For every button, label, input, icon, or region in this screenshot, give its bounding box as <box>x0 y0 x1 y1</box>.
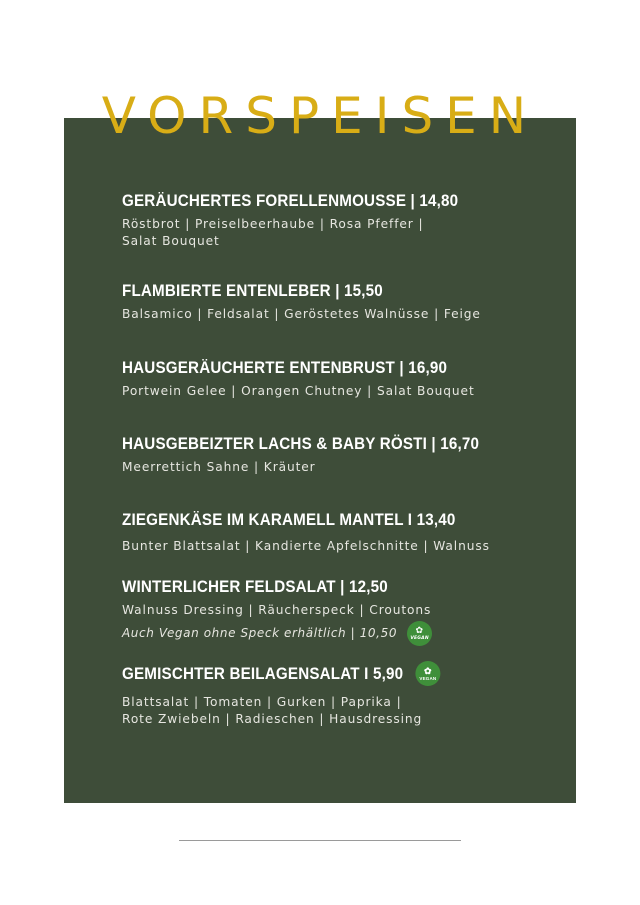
menu-item-title <box>122 661 508 686</box>
menu-item-title: HAUSGERÄUCHERTE ENTENBRUST | 16,90 <box>122 359 448 377</box>
menu-item-title: WINTERLICHER FELDSALAT | 12,50 <box>122 578 388 596</box>
menu-item-description <box>122 459 542 476</box>
menu-item-title: HAUSGEBEIZTER LACHS & BABY RÖSTI | 16,70 <box>122 435 480 453</box>
vegan-badge <box>415 661 440 686</box>
description-line: Bunter Blattsalat | Kandierte Apfelschnitte | Walnuss <box>122 539 490 553</box>
menu-item-lachs <box>122 433 542 476</box>
vegan-badge-label: VEGAN <box>410 635 429 641</box>
menu-item-entenbrust <box>122 357 542 400</box>
menu-item-description <box>122 216 542 250</box>
menu-item-description <box>122 538 542 555</box>
menu-item-title-text: GEMISCHTER BEILAGENSALAT I 5,90 <box>122 664 404 683</box>
menu-item-entenleber <box>122 280 542 323</box>
leaf-icon: ✿ <box>423 665 432 676</box>
menu-item-title: GERÄUCHERTES FORELLENMOUSSE | 14,80 <box>122 192 459 210</box>
description-line: Salat Bouquet <box>122 234 220 248</box>
menu-item-note <box>122 621 542 646</box>
vegan-badge-label: VEGAN <box>419 675 437 681</box>
menu-item-forellenmousse <box>122 190 542 250</box>
menu-item-title: ZIEGENKÄSE IM KARAMELL MANTEL I 13,40 <box>122 511 456 529</box>
leaf-icon: ✿ <box>415 625 424 636</box>
menu-item-description <box>122 694 542 728</box>
menu-item-description <box>122 602 542 619</box>
menu-item-feldsalat <box>122 576 542 646</box>
menu-item-title: FLAMBIERTE ENTENLEBER | 15,50 <box>122 282 383 300</box>
description-line: Walnuss Dressing | Räucherspeck | Croutons <box>122 603 432 617</box>
description-line: Balsamico | Feldsalat | Geröstetes Walnüsse | Feige <box>122 307 481 321</box>
menu-item-description <box>122 306 542 323</box>
menu-item-description <box>122 383 542 400</box>
description-line: Blattsalat | Tomaten | Gurken | Paprika | <box>122 695 402 709</box>
menu-heading: VORSPEISEN <box>101 87 539 145</box>
vegan-note-text: Auch Vegan ohne Speck erhältlich | 10,50 <box>122 626 398 640</box>
description-line: Portwein Gelee | Orangen Chutney | Salat Bouquet <box>122 384 475 398</box>
description-line: Röstbrot | Preiselbeerhaube | Rosa Pfeffer | <box>122 217 424 231</box>
menu-item-ziegenkaese <box>122 509 542 555</box>
description-line: Meerrettich Sahne | Kräuter <box>122 460 316 474</box>
menu-item-beilagensalat <box>122 661 542 728</box>
description-line: Rote Zwiebeln | Radieschen | Hausdressing <box>122 712 423 726</box>
vegan-badge <box>407 621 432 646</box>
footer-divider <box>179 840 461 841</box>
